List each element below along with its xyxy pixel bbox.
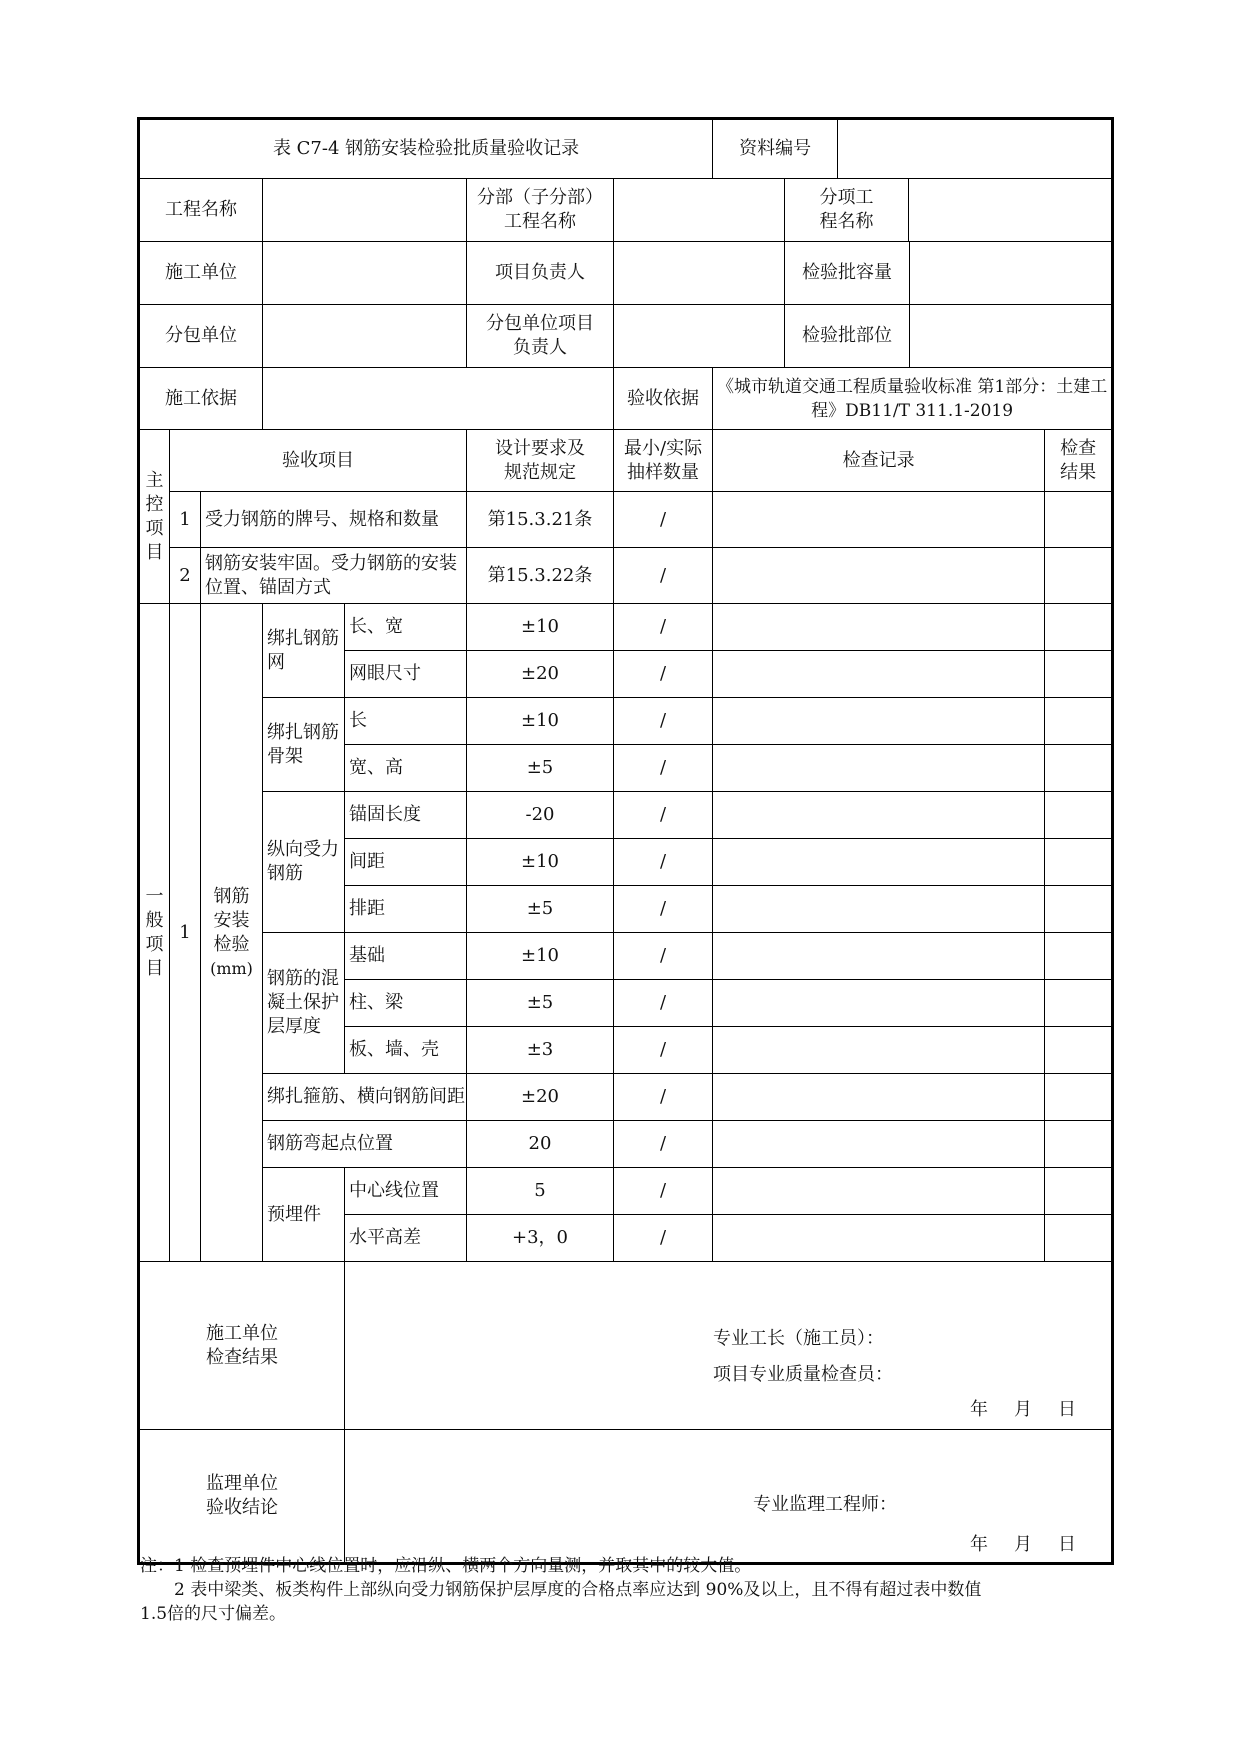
sub-item-field[interactable] bbox=[909, 179, 1111, 241]
general-row-result-field[interactable] bbox=[1045, 839, 1113, 886]
general-row-sample: / bbox=[614, 886, 713, 933]
general-row-item: 长 bbox=[345, 698, 467, 745]
engineer-signature-label: 专业监理工程师： bbox=[753, 1494, 897, 1515]
batch-location-field[interactable] bbox=[910, 305, 1111, 367]
general-row-sample: / bbox=[614, 1168, 713, 1215]
main-row-result-field[interactable] bbox=[1045, 548, 1113, 604]
col-design-header: 设计要求及规范规定 bbox=[467, 430, 614, 492]
main-row-design: 第15.3.22条 bbox=[467, 548, 614, 604]
group-cage: 绑扎钢筋骨架 bbox=[263, 698, 345, 792]
general-row-item: 锚固长度 bbox=[345, 792, 467, 839]
main-row-design: 第15.3.21条 bbox=[467, 492, 614, 548]
general-row-result-field[interactable] bbox=[1045, 651, 1113, 698]
general-row-record-field[interactable] bbox=[713, 698, 1045, 745]
batch-capacity-field[interactable] bbox=[910, 242, 1111, 304]
general-no: 1 bbox=[170, 604, 201, 1262]
main-row-record-field[interactable] bbox=[713, 548, 1045, 604]
project-name-field[interactable] bbox=[263, 179, 467, 242]
general-row-design: ±10 bbox=[467, 698, 614, 745]
general-row-record-field[interactable] bbox=[713, 839, 1045, 886]
general-row-record-field[interactable] bbox=[713, 604, 1045, 651]
general-row-design: ±10 bbox=[467, 839, 614, 886]
sub-division-label: 分部（子分部）工程名称 bbox=[467, 179, 614, 242]
general-row-result-field[interactable] bbox=[1045, 745, 1113, 792]
general-row-design: ±5 bbox=[467, 745, 614, 792]
general-row-record-field[interactable] bbox=[713, 980, 1045, 1027]
main-row-no: 2 bbox=[170, 548, 201, 604]
main-row-record-field[interactable] bbox=[713, 492, 1045, 548]
group-mesh: 绑扎钢筋网 bbox=[263, 604, 345, 698]
general-row-record-field[interactable] bbox=[713, 1168, 1045, 1215]
general-row-design: -20 bbox=[467, 792, 614, 839]
construction-result-label: 施工单位检查结果 bbox=[139, 1262, 345, 1430]
acceptance-basis-value: 《城市轨道交通工程质量验收标准 第1部分：土建工程》DB11/T 311.1-2019 bbox=[713, 368, 1113, 430]
sub-division-field[interactable] bbox=[614, 179, 785, 241]
col-sample-header: 最小/实际抽样数量 bbox=[614, 430, 713, 492]
subcontractor-label: 分包单位 bbox=[139, 305, 263, 368]
general-row-design: ±20 bbox=[467, 651, 614, 698]
group-longitudinal: 纵向受力钢筋 bbox=[263, 792, 345, 933]
general-row-design: ±10 bbox=[467, 933, 614, 980]
general-row-record-field[interactable] bbox=[713, 745, 1045, 792]
supervision-result-label: 监理单位验收结论 bbox=[139, 1430, 345, 1564]
general-row-sample: / bbox=[614, 933, 713, 980]
acceptance-basis-label: 验收依据 bbox=[614, 368, 713, 430]
subcontractor-field[interactable] bbox=[263, 305, 467, 368]
record-no-label: 资料编号 bbox=[713, 120, 838, 178]
general-row-item: 板、墙、壳 bbox=[345, 1027, 467, 1074]
general-row-item: 排距 bbox=[345, 886, 467, 933]
general-row-sample: / bbox=[614, 792, 713, 839]
project-manager-field[interactable] bbox=[614, 242, 785, 304]
project-manager-label: 项目负责人 bbox=[467, 242, 614, 305]
general-row-sample: / bbox=[614, 980, 713, 1027]
general-row-sample: / bbox=[614, 839, 713, 886]
general-row-record-field[interactable] bbox=[713, 792, 1045, 839]
general-row-design: ±5 bbox=[467, 980, 614, 1027]
main-row-sample: / bbox=[614, 548, 713, 604]
general-row-result-field[interactable] bbox=[1045, 933, 1113, 980]
inspection-record-table bbox=[137, 117, 1114, 1565]
main-row-result-field[interactable] bbox=[1045, 492, 1113, 548]
general-row-item: 长、宽 bbox=[345, 604, 467, 651]
footnote-2: 2 表中梁类、板类构件上部纵向受力钢筋保护层厚度的合格点率应达到 90%及以上，且不得有超过表中数值 bbox=[140, 1580, 982, 1600]
general-row-record-field[interactable] bbox=[713, 1027, 1045, 1074]
general-row-item: 绑扎箍筋、横向钢筋间距 bbox=[263, 1074, 467, 1121]
general-row-item: 水平高差 bbox=[345, 1215, 467, 1262]
general-row-result-field[interactable] bbox=[1045, 1121, 1113, 1168]
general-row-result-field[interactable] bbox=[1045, 980, 1113, 1027]
main-row-sample: / bbox=[614, 492, 713, 548]
general-row-result-field[interactable] bbox=[1045, 1074, 1113, 1121]
general-row-sample: / bbox=[614, 604, 713, 651]
group-embedded: 预埋件 bbox=[263, 1168, 345, 1262]
supervision-date: 年 月 日 bbox=[970, 1534, 1080, 1555]
general-row-record-field[interactable] bbox=[713, 1074, 1045, 1121]
general-row-item: 间距 bbox=[345, 839, 467, 886]
general-row-record-field[interactable] bbox=[713, 886, 1045, 933]
group-cover: 钢筋的混凝土保护层厚度 bbox=[263, 933, 345, 1074]
general-row-design: ±10 bbox=[467, 604, 614, 651]
general-row-result-field[interactable] bbox=[1045, 1027, 1113, 1074]
col-result-header: 检查结果 bbox=[1045, 430, 1113, 492]
inspector-signature-label: 项目专业质量检查员： bbox=[713, 1364, 893, 1385]
main-row-no: 1 bbox=[170, 492, 201, 548]
general-row-result-field[interactable] bbox=[1045, 1215, 1113, 1262]
general-row-result-field[interactable] bbox=[1045, 886, 1113, 933]
subcontractor-manager-field[interactable] bbox=[614, 305, 785, 367]
construction-unit-field[interactable] bbox=[263, 242, 467, 305]
main-row-item: 钢筋安装牢固。受力钢筋的安装位置、锚固方式 bbox=[201, 548, 467, 604]
construction-date: 年 月 日 bbox=[970, 1399, 1080, 1420]
general-row-sample: / bbox=[614, 1121, 713, 1168]
footnote-3: 1.5倍的尺寸偏差。 bbox=[140, 1604, 287, 1624]
sub-item-label: 分项工程名称 bbox=[785, 179, 909, 241]
foreman-signature-label: 专业工长（施工员）： bbox=[713, 1328, 884, 1349]
general-row-item: 中心线位置 bbox=[345, 1168, 467, 1215]
general-row-sample: / bbox=[614, 1215, 713, 1262]
general-row-record-field[interactable] bbox=[713, 651, 1045, 698]
project-name-label: 工程名称 bbox=[139, 179, 263, 242]
col-item-header: 验收项目 bbox=[170, 430, 467, 492]
main-control-label: 主控项目 bbox=[139, 430, 170, 604]
col-record-header: 检查记录 bbox=[713, 430, 1045, 492]
subcontractor-manager-label: 分包单位项目负责人 bbox=[467, 305, 614, 368]
main-row-item: 受力钢筋的牌号、规格和数量 bbox=[201, 492, 467, 548]
general-row-item: 宽、高 bbox=[345, 745, 467, 792]
construction-basis-label: 施工依据 bbox=[139, 368, 263, 430]
general-category: 钢筋安装检验 (mm) bbox=[201, 604, 263, 1262]
general-row-item: 柱、梁 bbox=[345, 980, 467, 1027]
general-row-sample: / bbox=[614, 1027, 713, 1074]
general-row-design: 5 bbox=[467, 1168, 614, 1215]
general-row-item: 基础 bbox=[345, 933, 467, 980]
general-row-result-field[interactable] bbox=[1045, 604, 1113, 651]
general-row-sample: / bbox=[614, 745, 713, 792]
general-row-record-field[interactable] bbox=[713, 1121, 1045, 1168]
general-row-item: 网眼尺寸 bbox=[345, 651, 467, 698]
general-row-result-field[interactable] bbox=[1045, 698, 1113, 745]
general-row-result-field[interactable] bbox=[1045, 792, 1113, 839]
general-row-design: ±20 bbox=[467, 1074, 614, 1121]
general-row-sample: / bbox=[614, 651, 713, 698]
form-title: 表 C7-4 钢筋安装检验批质量验收记录 bbox=[139, 119, 713, 179]
construction-result-area[interactable] bbox=[345, 1262, 1113, 1430]
general-row-record-field[interactable] bbox=[713, 1215, 1045, 1262]
construction-unit-label: 施工单位 bbox=[139, 242, 263, 305]
batch-location-label: 检验批部位 bbox=[785, 305, 910, 367]
general-row-design: ±3 bbox=[467, 1027, 614, 1074]
general-row-sample: / bbox=[614, 1074, 713, 1121]
general-label: 一般项目 bbox=[139, 604, 170, 1262]
general-row-design: +3，0 bbox=[467, 1215, 614, 1262]
supervision-result-area[interactable] bbox=[345, 1430, 1113, 1564]
general-row-record-field[interactable] bbox=[713, 933, 1045, 980]
general-row-design: ±5 bbox=[467, 886, 614, 933]
record-no-field[interactable] bbox=[838, 120, 1111, 178]
batch-capacity-label: 检验批容量 bbox=[785, 242, 910, 304]
general-row-design: 20 bbox=[467, 1121, 614, 1168]
general-row-item: 钢筋弯起点位置 bbox=[263, 1121, 467, 1168]
footnote-1: 注：1 检查预埋件中心线位置时，应沿纵、横两个方向量测，并取其中的较大值。 bbox=[140, 1556, 752, 1576]
general-row-result-field[interactable] bbox=[1045, 1168, 1113, 1215]
footnotes bbox=[140, 1554, 1108, 1626]
construction-basis-field[interactable] bbox=[263, 368, 614, 430]
general-row-sample: / bbox=[614, 698, 713, 745]
